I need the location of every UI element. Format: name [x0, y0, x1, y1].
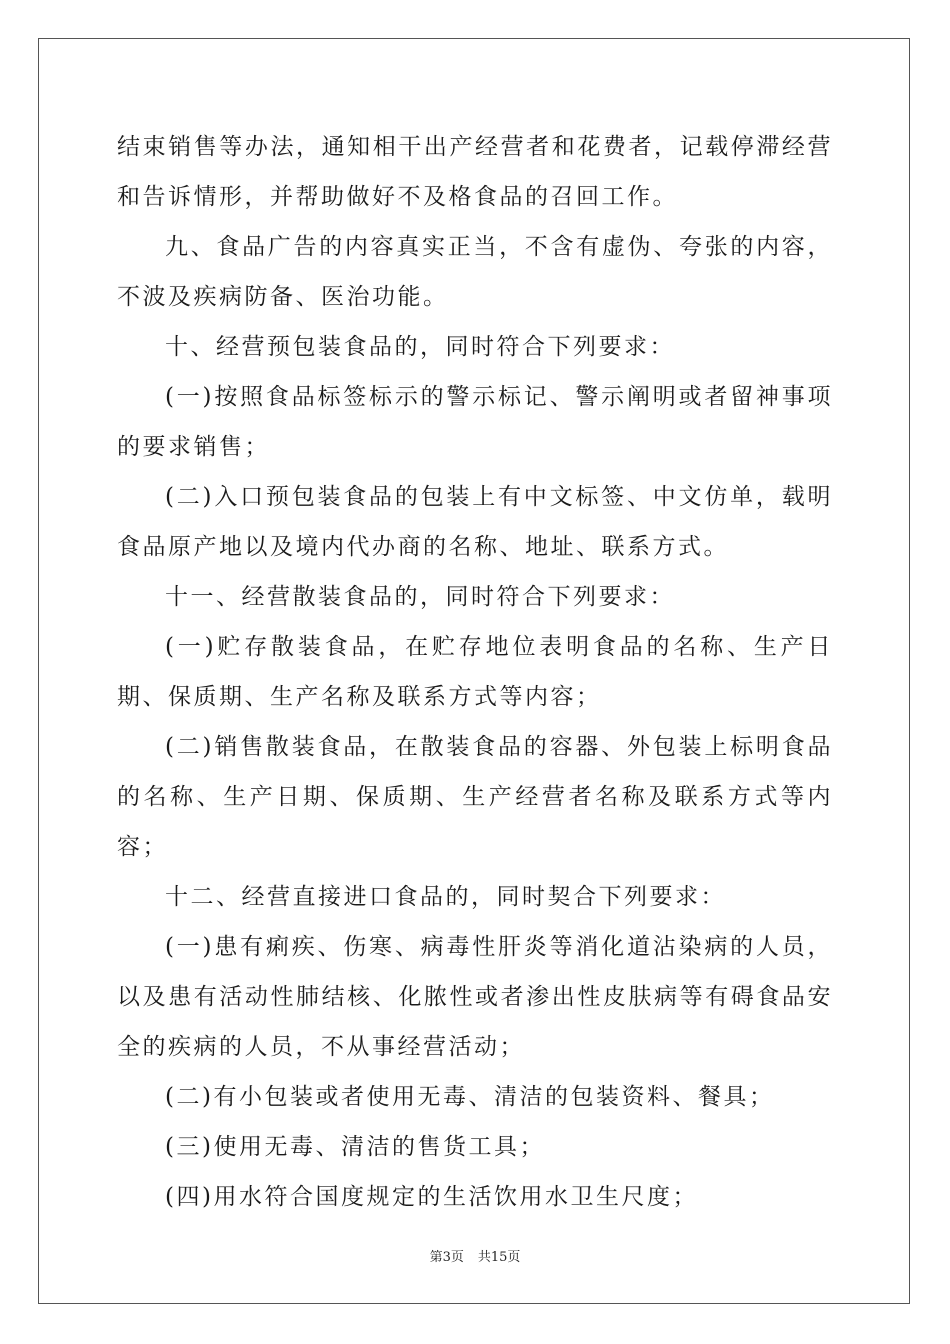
paragraph-2: 九、食品广告的内容真实正当，不含有虚伪、夸张的内容，不波及疾病防备、医治功能。 — [117, 234, 833, 310]
paragraph-6: 十一、经营散装食品的，同时符合下列要求： — [165, 584, 675, 610]
paragraph-4: (一)按照食品标签标示的警示标记、警示阐明或者留神事项的要求销售； — [117, 384, 833, 460]
page-number: 第3页 — [429, 1250, 464, 1265]
paragraph-1: 结束销售等办法，通知相干出产经营者和花费者，记载停滞经营和告诉情形，并帮助做好不及格食品的召回工作。 — [117, 134, 833, 210]
paragraph-5: (二)入口预包装食品的包装上有中文标签、中文仿单，载明食品原产地以及境内代办商的名称、地址、联系方式。 — [117, 484, 833, 560]
paragraph-10: (一)患有痢疾、伤寒、病毒性肝炎等消化道沾染病的人员，以及患有活动性肺结核、化脓性或者渗出性皮肤病等有碍食品安全的疾病的人员，不从事经营活动； — [117, 934, 833, 1060]
paragraph-9: 十二、经营直接进口食品的，同时契合下列要求： — [165, 884, 726, 910]
paragraph-3: 十、经营预包装食品的，同时符合下列要求： — [165, 334, 675, 360]
paragraph-7: (一)贮存散装食品，在贮存地位表明食品的名称、生产日期、保质期、生产名称及联系方式等内容； — [117, 634, 833, 710]
page-total: 共15页 — [477, 1250, 521, 1265]
paragraph-8: (二)销售散装食品，在散装食品的容器、外包装上标明食品的名称、生产日期、保质期、生产经营者名称及联系方式等内容； — [117, 734, 833, 860]
paragraph-11: (二)有小包装或者使用无毒、清洁的包装资料、餐具； — [165, 1084, 775, 1110]
document-body — [117, 122, 833, 1222]
paragraph-13: (四)用水符合国度规定的生活饮用水卫生尺度； — [165, 1184, 698, 1210]
page-footer — [0, 1246, 950, 1265]
paragraph-12: (三)使用无毒、清洁的售货工具； — [165, 1134, 545, 1160]
